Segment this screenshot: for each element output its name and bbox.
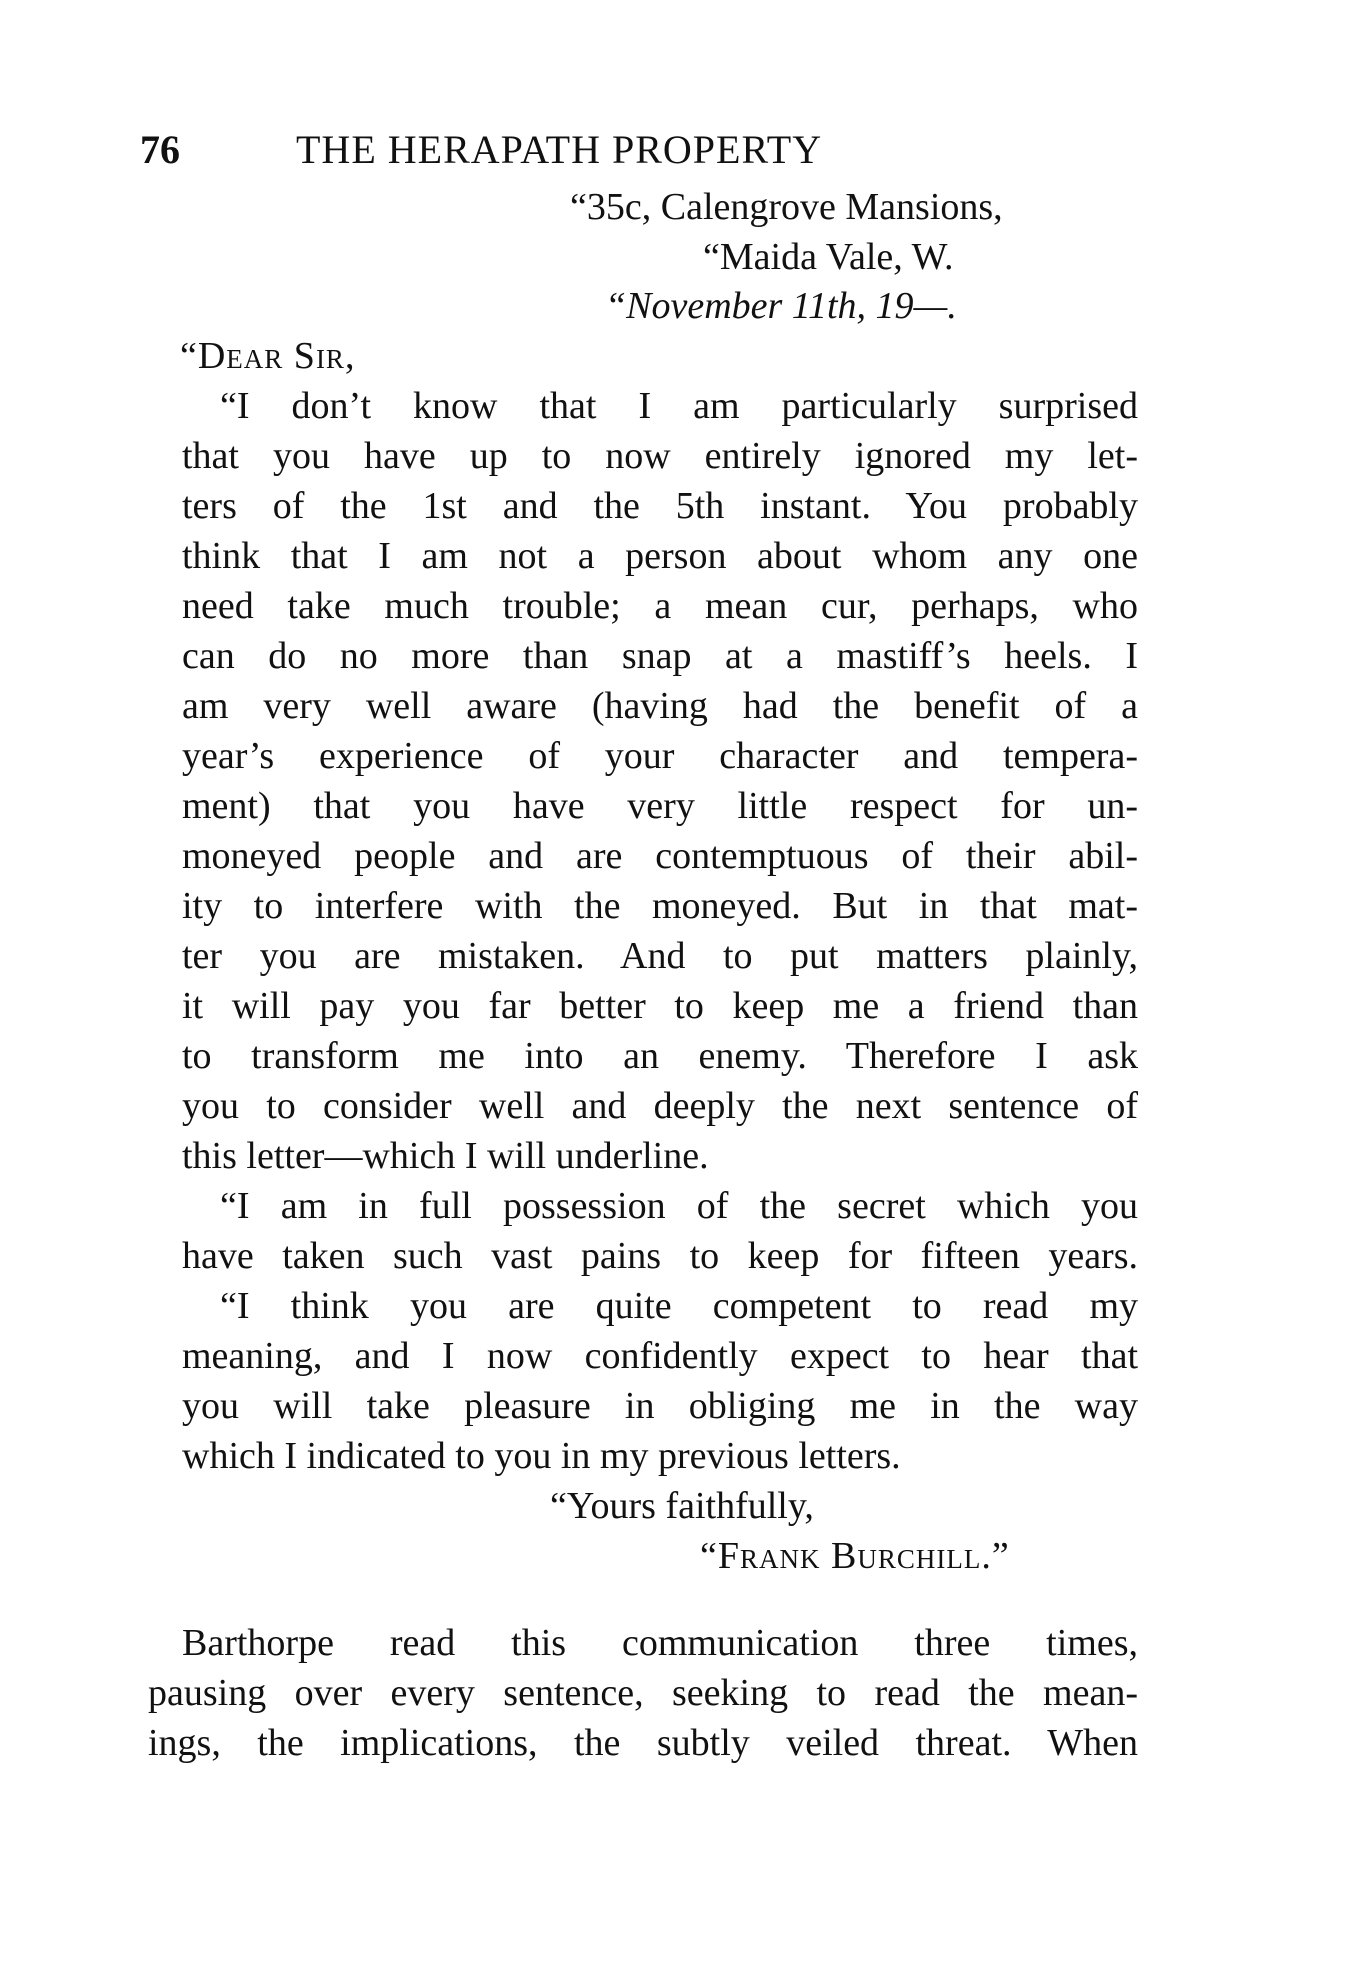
narrative-line: Barthorpe read this communication three times, bbox=[182, 1622, 1138, 1664]
letter-line: ter you are mistaken. And to put matters plainly, bbox=[182, 935, 1138, 977]
letter-line: “I am in full possession of the secret which you bbox=[220, 1185, 1138, 1227]
letter-line: to transform me into an enemy. Therefore I ask bbox=[182, 1035, 1138, 1077]
letter-line: that you have up to now entirely ignored my let- bbox=[182, 435, 1138, 477]
narrative-line: ings, the implications, the subtly veiled threat. When bbox=[148, 1722, 1138, 1764]
letter-line: moneyed people and are contemptuous of their abil- bbox=[182, 835, 1138, 877]
address-line-2: “Maida Vale, W. bbox=[703, 236, 954, 278]
letter-line: have taken such vast pains to keep for fifteen years. bbox=[182, 1235, 1138, 1277]
letter-line: ters of the 1st and the 5th instant. You probably bbox=[182, 485, 1138, 527]
letter-line: which I indicated to you in my previous letters. bbox=[182, 1435, 901, 1477]
letter-line: year’s experience of your character and tempera- bbox=[182, 735, 1138, 777]
letter-line: can do no more than snap at a mastiff’s heels. I bbox=[182, 635, 1138, 677]
running-title: THE HERAPATH PROPERTY bbox=[296, 127, 823, 172]
letter-line: you will take pleasure in obliging me in the way bbox=[182, 1385, 1138, 1427]
letter-line: ment) that you have very little respect for un- bbox=[182, 785, 1138, 827]
narrative-line: pausing over every sentence, seeking to read the mean- bbox=[148, 1672, 1138, 1714]
letter-line: “I don’t know that I am particularly surprised bbox=[220, 385, 1138, 427]
letter-line: meaning, and I now confidently expect to hear that bbox=[182, 1335, 1138, 1377]
salutation: “Dear Sir, bbox=[180, 335, 356, 377]
letter-line: it will pay you far better to keep me a friend than bbox=[182, 985, 1138, 1027]
letter-line: am very well aware (having had the benefit of a bbox=[182, 685, 1138, 727]
letter-closing: “Yours faithfully, bbox=[550, 1485, 814, 1527]
letter-line: ity to interfere with the moneyed. But in that mat- bbox=[182, 885, 1138, 927]
page-number: 76 bbox=[140, 127, 180, 172]
letter-line: you to consider well and deeply the next sentence of bbox=[182, 1085, 1138, 1127]
letter-signature: “Frank Burchill.” bbox=[700, 1535, 1010, 1577]
letter-line: “I think you are quite competent to read my bbox=[220, 1285, 1138, 1327]
letter-line: need take much trouble; a mean cur, perhaps, who bbox=[182, 585, 1138, 627]
letter-line: this letter—which I will underline. bbox=[182, 1135, 709, 1177]
address-line-1: “35c, Calengrove Mansions, bbox=[570, 186, 1003, 228]
date-line: “November 11th, 19—. bbox=[605, 285, 957, 327]
letter-line: think that I am not a person about whom any one bbox=[182, 535, 1138, 577]
